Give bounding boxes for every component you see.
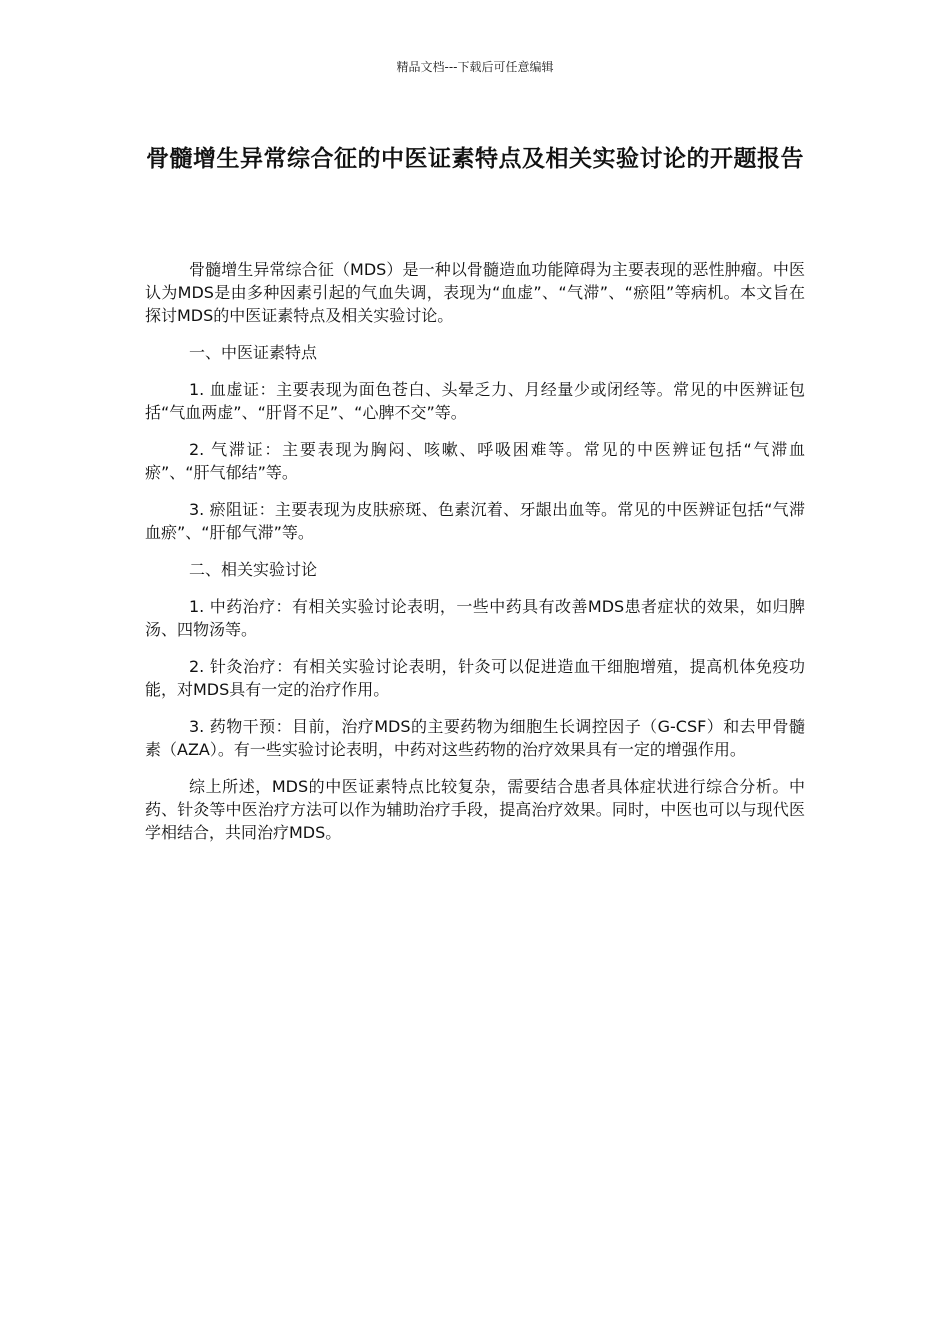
section-heading-tcm-features: 一、中医证素特点 [189, 343, 318, 362]
document-title: 骨髓增生异常综合征的中医证素特点及相关实验讨论的开题报告 [146, 146, 804, 172]
list-item-drug-intervention: 3. 药物干预：目前，治疗MDS的主要药物为细胞生长调控因子（G-CSF）和去甲骨髓素（AZA）。有一些实验讨论表明，中药对这些药物的治疗效果具有一定的增强作用。 [145, 717, 805, 759]
list-item-acupuncture: 2. 针灸治疗：有相关实验讨论表明，针灸可以促进造血干细胞增殖，提高机体免疫功能，对MDS具有一定的治疗作用。 [145, 657, 805, 699]
list-item-qi-stagnation: 2. 气滞证：主要表现为胸闷、咳嗽、呼吸困难等。常见的中医辨证包括“气滞血瘀”、“肝气郁结”等。 [145, 440, 805, 482]
header-note: 精品文档---下载后可任意编辑 [396, 60, 554, 74]
list-item-herbal-treatment: 1. 中药治疗：有相关实验讨论表明，一些中药具有改善MDS患者症状的效果，如归脾汤、四物汤等。 [145, 597, 805, 639]
section-heading-experiments: 二、相关实验讨论 [189, 560, 318, 579]
list-item-blood-stasis: 3. 瘀阻证：主要表现为皮肤瘀斑、色素沉着、牙龈出血等。常见的中医辨证包括“气滞血瘀”、“肝郁气滞”等。 [145, 500, 805, 542]
conclusion-paragraph: 综上所述，MDS的中医证素特点比较复杂，需要结合患者具体症状进行综合分析。中药、针灸等中医治疗方法可以作为辅助治疗手段，提高治疗效果。同时，中医也可以与现代医学相结合，共同治疗MDS。 [145, 777, 805, 842]
list-item-blood-deficiency: 1. 血虚证：主要表现为面色苍白、头晕乏力、月经量少或闭经等。常见的中医辨证包括“气血两虚”、“肝肾不足”、“心脾不交”等。 [145, 380, 805, 422]
document-body [145, 258, 805, 858]
intro-paragraph: 骨髓增生异常综合征（MDS）是一种以骨髓造血功能障碍为主要表现的恶性肿瘤。中医认为MDS是由多种因素引起的气血失调，表现为“血虚”、“气滞”、“瘀阻”等病机。本文旨在探讨MDS的中医证素特点及相关实验讨论。 [145, 260, 805, 325]
